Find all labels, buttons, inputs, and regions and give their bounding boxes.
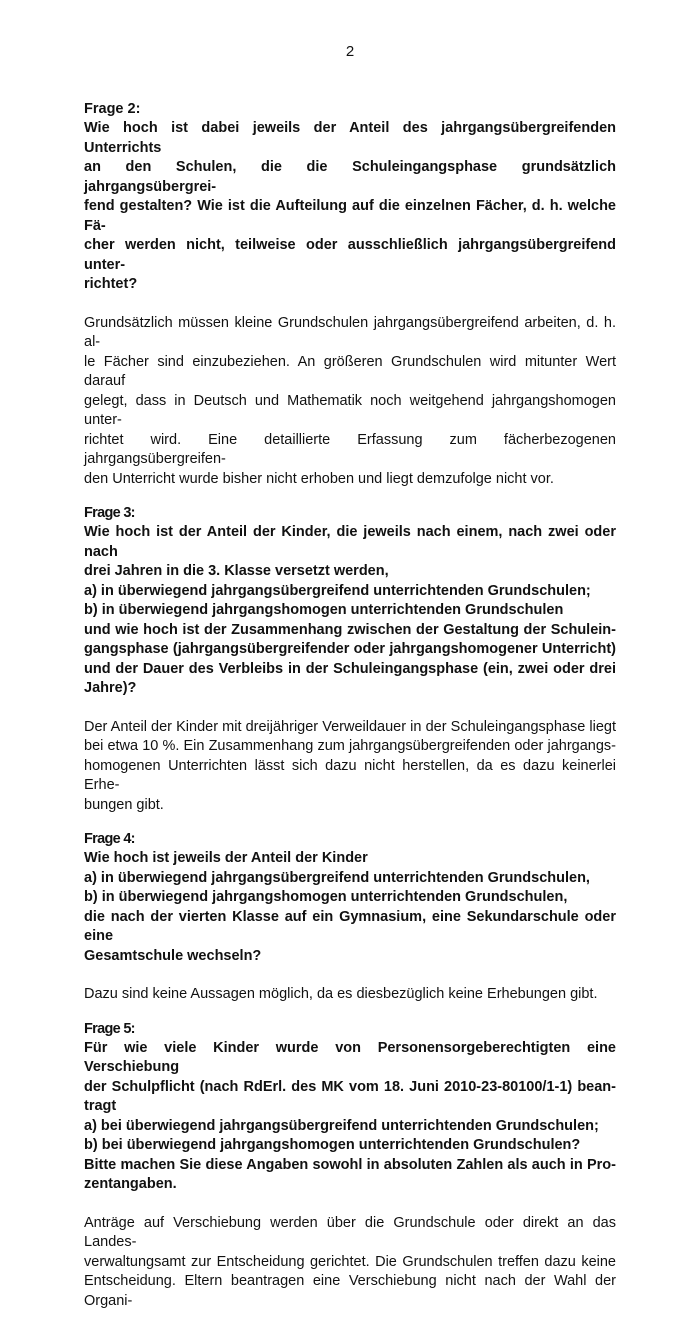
question-line: tragt <box>84 1098 117 1114</box>
answer-line: verwaltungsamt zur Entscheidung gerichtet. Die Grundschulen treffen dazu keine <box>84 1253 616 1270</box>
question-line: und der Dauer des Verbleibs in der Schuleingangsphase (ein, zwei oder drei <box>84 660 616 677</box>
question-label: Frage 5: <box>84 1020 135 1037</box>
document-body <box>84 100 616 1326</box>
answer-line: Der Anteil der Kinder mit dreijähriger Verweildauer in der Schuleingangsphase liegt <box>84 718 616 735</box>
question-section-2 <box>84 100 616 489</box>
answer-text <box>84 718 616 816</box>
question-line: und wie hoch ist der Zusammenhang zwischen der Gestaltung der Schulein- <box>84 621 616 638</box>
question-text <box>84 523 616 699</box>
question-line: die nach der vierten Klasse auf ein Gymnasium, eine Sekundarschule oder eine <box>84 908 616 944</box>
question-label: Frage 2: <box>84 101 141 117</box>
question-line: fend gestalten? Wie ist die Aufteilung auf die einzelnen Fächer, d. h. welche Fä- <box>84 198 616 234</box>
page-number: 2 <box>345 43 355 60</box>
answer-line: bei etwa 10 %. Ein Zusammenhang zum jahrgangsübergreifenden oder jahrgangs- <box>84 738 616 754</box>
question-text <box>84 119 616 295</box>
question-line: der Schulpflicht (nach RdErl. des MK vom 18. Juni 2010-23-80100/1-1) bean- <box>84 1078 616 1095</box>
answer-line: le Fächer sind einzubeziehen. An größeren Grundschulen wird mitunter Wert darauf <box>84 353 616 389</box>
answer-text <box>84 1214 616 1312</box>
answer-line: gelegt, dass in Deutsch und Mathematik noch weitgehend jahrgangshomogen unter- <box>84 392 616 428</box>
question-line: cher werden nicht, teilweise oder ausschließlich jahrgangsübergreifend unter- <box>84 237 616 273</box>
answer-line: Dazu sind keine Aussagen möglich, da es diesbezüglich keine Erhebungen gibt. <box>84 986 598 1002</box>
question-line: a) in überwiegend jahrgangsübergreifend unterrichtenden Grundschulen; <box>84 582 591 599</box>
question-line: Wie hoch ist dabei jeweils der Anteil des jahrgangsübergreifenden Unterrichts <box>84 120 616 156</box>
answer-line: Entscheidung. Eltern beantragen eine Verschiebung nicht nach der Wahl der Organi- <box>84 1273 616 1309</box>
question-section-4 <box>84 830 616 1005</box>
answer-line: den Unterricht wurde bisher nicht erhoben und liegt demzufolge nicht vor. <box>84 470 554 487</box>
question-line: Bitte machen Sie diese Angaben sowohl in absoluten Zahlen als auch in Pro- <box>84 1156 616 1173</box>
question-line: b) in überwiegend jahrgangshomogen unterrichtenden Grundschulen, <box>84 889 568 905</box>
question-line: Gesamtschule wechseln? <box>84 947 262 964</box>
question-line: Jahre)? <box>84 680 137 696</box>
question-line: b) bei überwiegend jahrgangshomogen unterrichtenden Grundschulen? <box>84 1137 581 1153</box>
question-text <box>84 1039 616 1195</box>
answer-text <box>84 985 616 1005</box>
answer-line: Grundsätzlich müssen kleine Grundschulen jahrgangsübergreifend arbeiten, d. h. al- <box>84 314 616 350</box>
question-label: Frage 4: <box>84 831 135 847</box>
question-text <box>84 849 616 966</box>
answer-line: homogenen Unterrichten lässt sich dazu nicht herstellen, da es dazu keinerlei Erhe- <box>84 757 616 793</box>
question-line: a) bei überwiegend jahrgangsübergreifend unterrichtenden Grundschulen; <box>84 1117 599 1134</box>
question-section-5 <box>84 1020 616 1312</box>
answer-text <box>84 314 616 490</box>
answer-line: Anträge auf Verschiebung werden über die Grundschule oder direkt an das Landes- <box>84 1214 616 1250</box>
question-line: Wie hoch ist jeweils der Anteil der Kinder <box>84 850 368 866</box>
question-line: Für wie viele Kinder wurde von Personensorgeberechtigten eine Verschiebung <box>84 1039 616 1075</box>
question-line: richtet? <box>84 276 138 292</box>
question-line: b) in überwiegend jahrgangshomogen unterrichtenden Grundschulen <box>84 602 564 618</box>
answer-line: richtet wird. Eine detaillierte Erfassung zum fächerbezogenen jahrgangsübergreifen- <box>84 431 616 467</box>
question-line: Wie hoch ist der Anteil der Kinder, die jeweils nach einem, nach zwei oder nach <box>84 524 616 560</box>
question-label: Frage 3: <box>84 505 135 521</box>
question-line: drei Jahren in die 3. Klasse versetzt werden, <box>84 563 389 579</box>
question-line: zentangaben. <box>84 1176 177 1192</box>
question-section-3 <box>84 504 616 815</box>
question-line: gangsphase (jahrgangsübergreifender oder jahrgangshomogener Unterricht) <box>84 641 616 657</box>
question-line: an den Schulen, die die Schuleingangsphase grundsätzlich jahrgangsübergrei- <box>84 159 616 195</box>
answer-line: bungen gibt. <box>84 796 164 813</box>
question-line: a) in überwiegend jahrgangsübergreifend unterrichtenden Grundschulen, <box>84 869 590 886</box>
